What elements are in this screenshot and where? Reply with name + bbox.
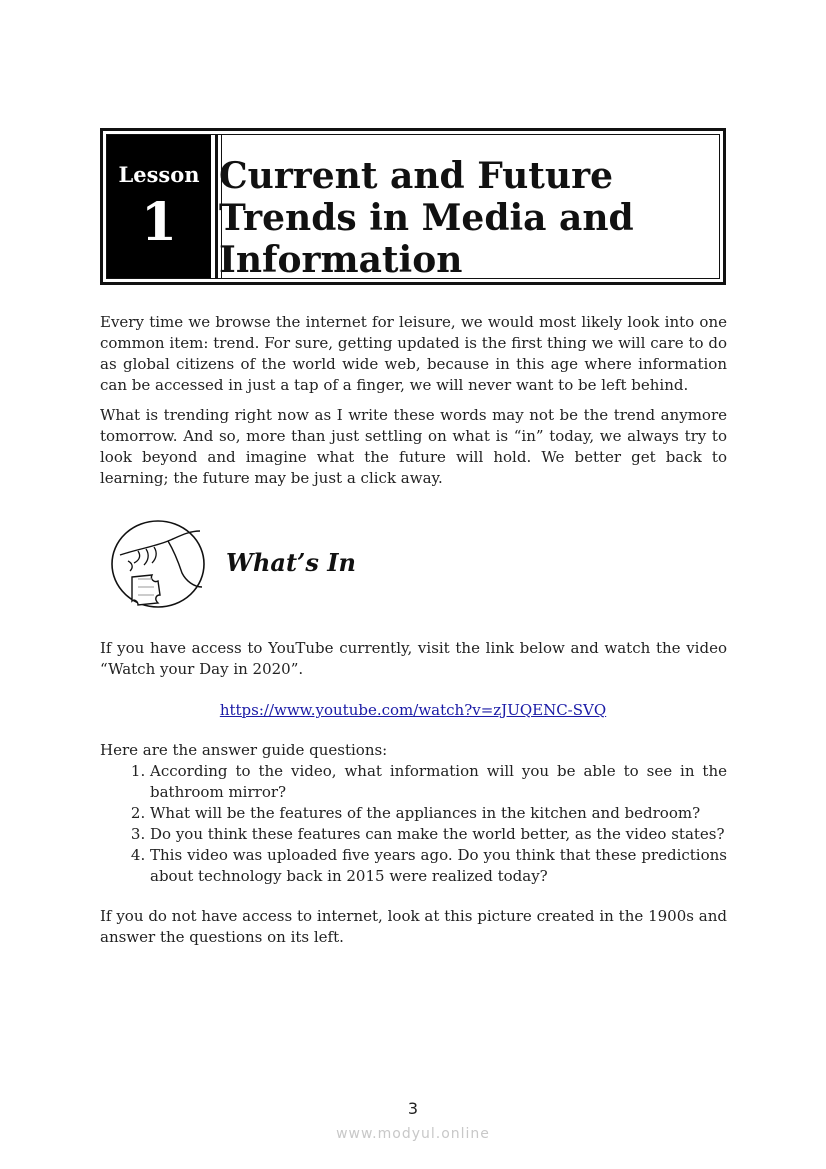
section-heading-whats-in: What’s In <box>226 548 356 577</box>
watermark: www.modyul.online <box>336 1126 490 1142</box>
list-item: 4. This video was uploaded five years ago. Do you think that these predictions about technology back in 2015 were realized today? <box>150 845 727 887</box>
intro-paragraph-2: What is trending right now as I write these words may not be the trend anymore tomorrow. And so, more than just settling on what is “in” today, we always try to look beyond and imagine what the future will hold. We better get back to learning; the future may be just a click away. <box>100 406 727 487</box>
youtube-link[interactable]: https://www.youtube.com/watch?v=zJUQENC-SVQ <box>219 701 607 719</box>
lesson-badge <box>107 135 211 278</box>
lesson-title: Current and Future Trends in Media and Information <box>219 155 634 281</box>
video-instruction: If you have access to YouTube currently, visit the link below and watch the video “Watch your Day in 2020”. <box>100 639 727 678</box>
lesson-label: Lesson <box>118 162 200 187</box>
lesson-header-frame <box>106 134 720 279</box>
hand-puzzle-icon <box>108 517 208 611</box>
lesson-header <box>100 128 726 285</box>
intro-paragraph-1: Every time we browse the internet for leisure, we would most likely look into one common item: trend. For sure, getting updated is the first thing we will care to do as global citizens of the world wide web, because in this age where information can be accessed in just a tap of a finger, we will never want to be left behind. <box>100 313 727 394</box>
guide-questions-list <box>100 761 727 887</box>
page-number: 3 <box>407 1099 419 1118</box>
offline-note: If you do not have access to internet, look at this picture created in the 1900s and answer the questions on its left. <box>100 907 727 946</box>
list-item: 1. According to the video, what information will you be able to see in the bathroom mirror? <box>150 761 727 803</box>
list-item: 3. Do you think these features can make the world better, as the video states? <box>150 824 727 845</box>
lesson-number: 1 <box>140 192 178 253</box>
list-item: 2. What will be the features of the appliances in the kitchen and bedroom? <box>150 803 727 824</box>
guide-intro: Here are the answer guide questions: <box>100 741 388 759</box>
